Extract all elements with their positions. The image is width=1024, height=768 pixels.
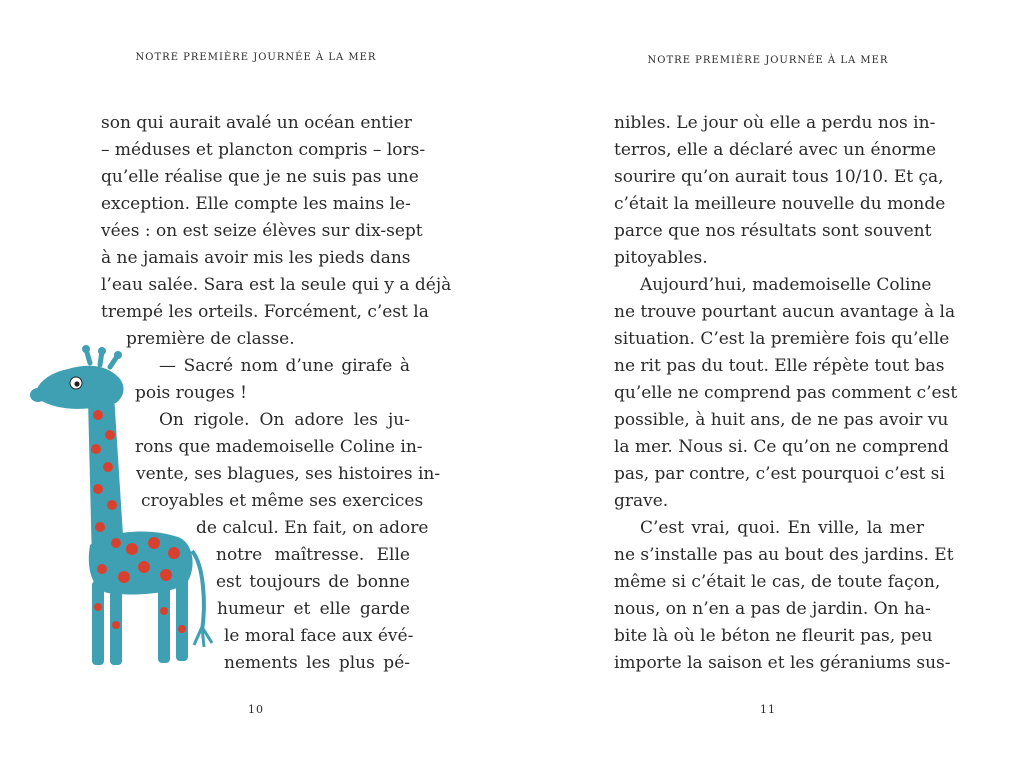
spot xyxy=(178,625,186,633)
text-line: ne s’installe pas au bout des jardins. Et xyxy=(614,545,954,565)
text-line: de calcul. En fait, on adore xyxy=(196,518,429,538)
spot xyxy=(94,603,102,611)
running-header: NOTRE PREMIÈRE JOURNÉE À LA MER xyxy=(647,55,889,66)
text-line: croyables et même ses exercices xyxy=(141,491,424,511)
spot xyxy=(91,444,101,454)
giraffe-pupil xyxy=(74,381,79,386)
text-line: — Sacré nom d’une girafe à xyxy=(159,356,410,376)
text-line: C’est vrai, quoi. En ville, la mer xyxy=(640,518,924,538)
text-line: pitoyables. xyxy=(614,248,708,268)
giraffe-leg xyxy=(92,581,104,665)
spot xyxy=(105,430,115,440)
text-line: parce que nos résultats sont souvent xyxy=(614,221,932,241)
text-line: son qui aurait avalé un océan entier xyxy=(101,113,412,133)
text-line: ne rit pas du tout. Elle répète tout bas xyxy=(614,356,945,376)
spot xyxy=(107,500,117,510)
text-line: grave. xyxy=(614,491,669,511)
spot xyxy=(93,410,103,420)
text-line: On rigole. On adore les ju- xyxy=(159,410,410,430)
spot xyxy=(111,538,121,548)
spot xyxy=(168,547,180,559)
text-line: Aujourd’hui, mademoiselle Coline xyxy=(640,275,932,295)
text-line: qu’elle réalise que je ne suis pas une xyxy=(101,167,419,187)
spot xyxy=(97,564,107,574)
text-line: le moral face aux évé- xyxy=(224,626,414,646)
text-line: possible, à huit ans, de ne pas avoir vu xyxy=(614,410,949,430)
ossicone-tip xyxy=(98,347,106,355)
text-line: vées : on est seize élèves sur dix-sept xyxy=(101,221,423,241)
giraffe-tail xyxy=(192,551,204,631)
spot xyxy=(126,543,138,555)
spot xyxy=(160,607,168,615)
spot xyxy=(148,537,160,549)
text-line: exception. Elle compte les mains le- xyxy=(101,194,411,214)
text-line: humeur et elle garde xyxy=(217,599,410,619)
giraffe-leg xyxy=(176,577,188,661)
text-line: notre maîtresse. Elle xyxy=(216,545,410,565)
running-header: NOTRE PREMIÈRE JOURNÉE À LA MER xyxy=(135,52,377,63)
text-line: importe la saison et les géraniums sus- xyxy=(614,653,951,673)
spot xyxy=(138,561,150,573)
spot xyxy=(112,621,120,629)
text-line: sourire qu’on aurait tous 10/10. Et ça, xyxy=(614,167,944,187)
giraffe-illustration xyxy=(28,345,218,675)
text-line: nous, on n’en a pas de jardin. On ha- xyxy=(614,599,931,619)
text-line: à ne jamais avoir mis les pieds dans xyxy=(101,248,411,268)
ossicone-tip xyxy=(114,351,122,359)
ossicone-tip xyxy=(82,345,90,353)
giraffe-snout xyxy=(30,388,46,402)
text-line: terros, elle a déclaré avec un énorme xyxy=(614,140,937,160)
text-line: bite là où le béton ne fleurit pas, peu xyxy=(614,626,933,646)
text-line: ne trouve pourtant aucun avantage à la xyxy=(614,302,956,322)
text-line: nements les plus pé- xyxy=(224,653,410,673)
spot xyxy=(118,571,130,583)
text-line: pas, par contre, c’est pourquoi c’est si xyxy=(614,464,945,484)
text-line: rons que mademoiselle Coline in- xyxy=(135,437,423,457)
spot xyxy=(95,522,105,532)
giraffe-tail-tuft xyxy=(194,627,212,647)
right-page xyxy=(512,0,1024,768)
text-line: – méduses et plancton compris – lors- xyxy=(101,140,426,160)
page-number: 11 xyxy=(760,703,776,716)
spot xyxy=(103,462,113,472)
text-line: pois rouges ! xyxy=(135,383,247,403)
page-number: 10 xyxy=(248,703,264,716)
text-line: première de classe. xyxy=(126,329,295,349)
spot xyxy=(160,569,172,581)
text-line: vente, ses blagues, ses histoires in- xyxy=(136,464,441,484)
text-line: est toujours de bonne xyxy=(216,572,410,592)
text-line: c’était la meilleure nouvelle du monde xyxy=(614,194,946,214)
text-line: trempé les orteils. Forcément, c’est la xyxy=(101,302,429,322)
text-line: l’eau salée. Sara est la seule qui y a déjà xyxy=(101,275,452,295)
text-line: situation. C’est la première fois qu’elle xyxy=(614,329,950,349)
text-line: la mer. Nous si. Ce qu’on ne comprend xyxy=(614,437,949,457)
text-line: même si c’était le cas, de toute façon, xyxy=(614,572,941,592)
text-line: qu’elle ne comprend pas comment c’est xyxy=(614,383,958,403)
giraffe-leg xyxy=(158,581,170,663)
text-line: nibles. Le jour où elle a perdu nos in- xyxy=(614,113,936,133)
spot xyxy=(93,484,103,494)
